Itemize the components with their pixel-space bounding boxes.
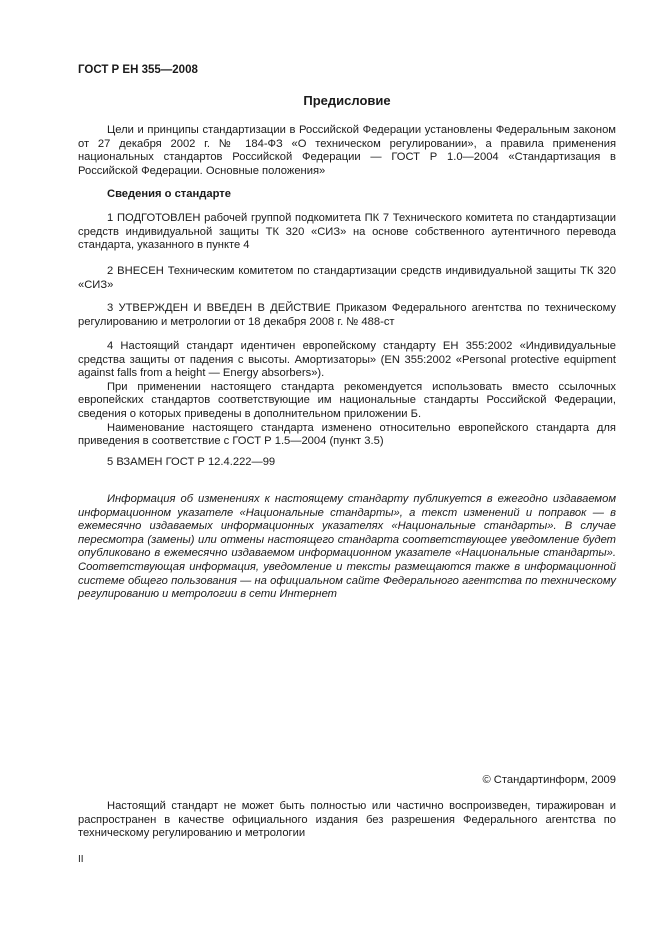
item-5: 5 ВЗАМЕН ГОСТ Р 12.4.222—99 [107, 456, 276, 468]
page-title: Предисловие [303, 93, 391, 108]
item-2-block [78, 265, 616, 292]
document-header: ГОСТ Р ЕН 355—2008 [78, 64, 198, 76]
item-4: 4 Настоящий стандарт идентичен европейскому стандарту ЕН 355:2002 «Индивидуальные средства защиты от падения с высоты. Амортизаторы» (EN 355:2002 «Personal protective equipment against falls from a height — Energy absorbers»). [78, 340, 616, 380]
page-number: II [78, 854, 84, 865]
item-3: 3 УТВЕРЖДЕН И ВВЕДЕН В ДЕЙСТВИЕ Приказом Федерального агентства по техническому регулированию и метрологии от 18 декабря 2008 г. № 488-ст [78, 302, 616, 328]
copyright: © Стандартинформ, 2009 [482, 774, 616, 786]
item-1-block [78, 212, 616, 253]
subheading-block [78, 188, 616, 202]
rights-block [78, 800, 616, 841]
rights-paragraph: Настоящий стандарт не может быть полностью или частично воспроизведен, тиражирован и распространен в качестве официального издания без разрешения Федерального агентства по техническому регулированию и метрологии [78, 800, 616, 840]
intro-block [78, 124, 616, 178]
item-2: 2 ВНЕСЕН Техническим комитетом по стандартизации средств индивидуальной защиты ТК 320 «СИЗ» [78, 265, 616, 291]
intro-paragraph: Цели и принципы стандартизации в Российской Федерации установлены Федеральным законом от 27 декабря 2002 г. № 184-ФЗ «О техническом регулировании», а правила применения национальных стандартов Российской Федерации — ГОСТ Р 1.0—2004 «Стандартизация в Российской Федерации. Основные положения» [78, 124, 616, 177]
item-4-note-1: При применении настоящего стандарта рекомендуется использовать вместо ссылочных европейских стандартов соответствующие им национальные стандарты Российской Федерации, сведения о которых приведены в дополнительном приложении Б. [78, 380, 616, 420]
item-1: 1 ПОДГОТОВЛЕН рабочей группой подкомитета ПК 7 Технического комитета по стандартизации средств индивидуальной защиты ТК 320 «СИЗ» на основе собственного аутентичного перевода стандарта, указанного в пункте 4 [78, 212, 616, 252]
notice-block [78, 493, 616, 602]
item-4-block [78, 340, 616, 449]
item-4-note-2: Наименование настоящего стандарта изменено относительно европейского стандарта для приведения в соответствие с ГОСТ Р 1.5—2004 (пункт 3.5) [78, 421, 616, 448]
subheading: Сведения о стандарте [107, 188, 231, 200]
item-5-block [78, 456, 616, 470]
notice-paragraph: Информация об изменениях к настоящему стандарту публикуется в ежегодно издаваемом информационном указателе «Национальные стандарты», а текст изменений и поправок — в ежемесячно издаваемых информационных указателях «Национальные стандарты». В случае пересмотра (замены) или отмены настоящего стандарта соответствующее уведомление будет опубликовано в ежемесячно издаваемом информационном указателе «Национальные стандарты». Соответствующая информация, уведомление и тексты размещаются также в информационной системе общего пользования — на официальном сайте Федерального агентства по техническому регулированию и метрологии в сети Интернет [78, 493, 616, 601]
item-3-block [78, 302, 616, 329]
